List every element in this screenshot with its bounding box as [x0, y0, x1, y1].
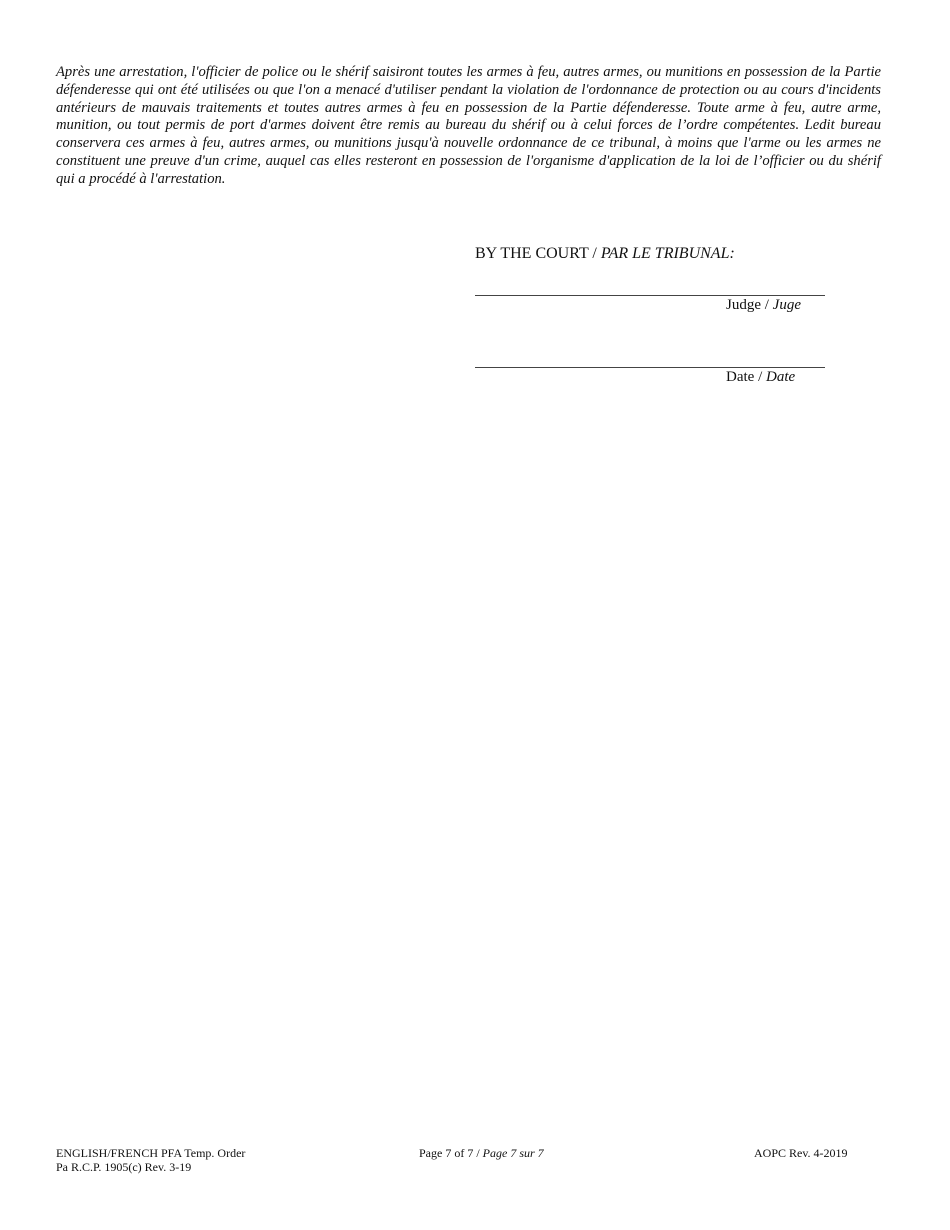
date-label-english: Date /	[726, 369, 766, 385]
date-label-french: Date	[765, 369, 796, 385]
by-the-court-english: BY THE COURT /	[475, 245, 601, 262]
footer-page-french: Page 7 sur 7	[482, 1146, 544, 1160]
date-signature-line	[475, 367, 825, 368]
date-signature-label	[726, 369, 795, 386]
judge-signature-label	[726, 297, 801, 314]
by-the-court-french: PAR LE TRIBUNAL:	[600, 245, 735, 262]
judge-label-french: Juge	[772, 297, 801, 313]
footer-form-name: ENGLISH/FRENCH PFA Temp. Order	[56, 1146, 246, 1160]
footer-form-info	[56, 1146, 245, 1174]
footer-page-number	[419, 1146, 544, 1160]
footer-page-english: Page 7 of 7 /	[419, 1146, 483, 1160]
firearms-seizure-paragraph-french: Après une arrestation, l'officier de police ou le shérif saisiront toutes les armes à feu, autres armes, ou munitions en possession de la Partie défenderesse qui ont été utilisées ou que l'on a menacé d'utiliser pendant la violation de l'ordonnance de protection ou au cours d'incidents antérieurs de mauvais traitements et toutes autres armes à feu en possession de la Partie défenderesse. Toute arme à feu, autre arme, munition, ou tout permis de port d'armes doivent être remis au bureau du shérif ou à celui forces de l’ordre compétentes. Ledit bureau conservera ces armes à feu, autres armes, ou munitions jusqu'à nouvelle ordonnance de ce tribunal, à moins que l'arme ou les armes ne constituent une preuve d'un crime, auquel cas elles resteront en possession de l'organisme d'application de la loi de l’officier ou du shérif qui a procédé à l'arrestation.	[56, 64, 881, 187]
footer-rule-reference: Pa R.C.P. 1905(c) Rev. 3-19	[56, 1160, 192, 1174]
judge-signature-line	[475, 295, 825, 296]
by-the-court-heading	[475, 245, 735, 263]
judge-label-english: Judge /	[726, 297, 773, 313]
footer-revision: AOPC Rev. 4-2019	[754, 1146, 848, 1160]
